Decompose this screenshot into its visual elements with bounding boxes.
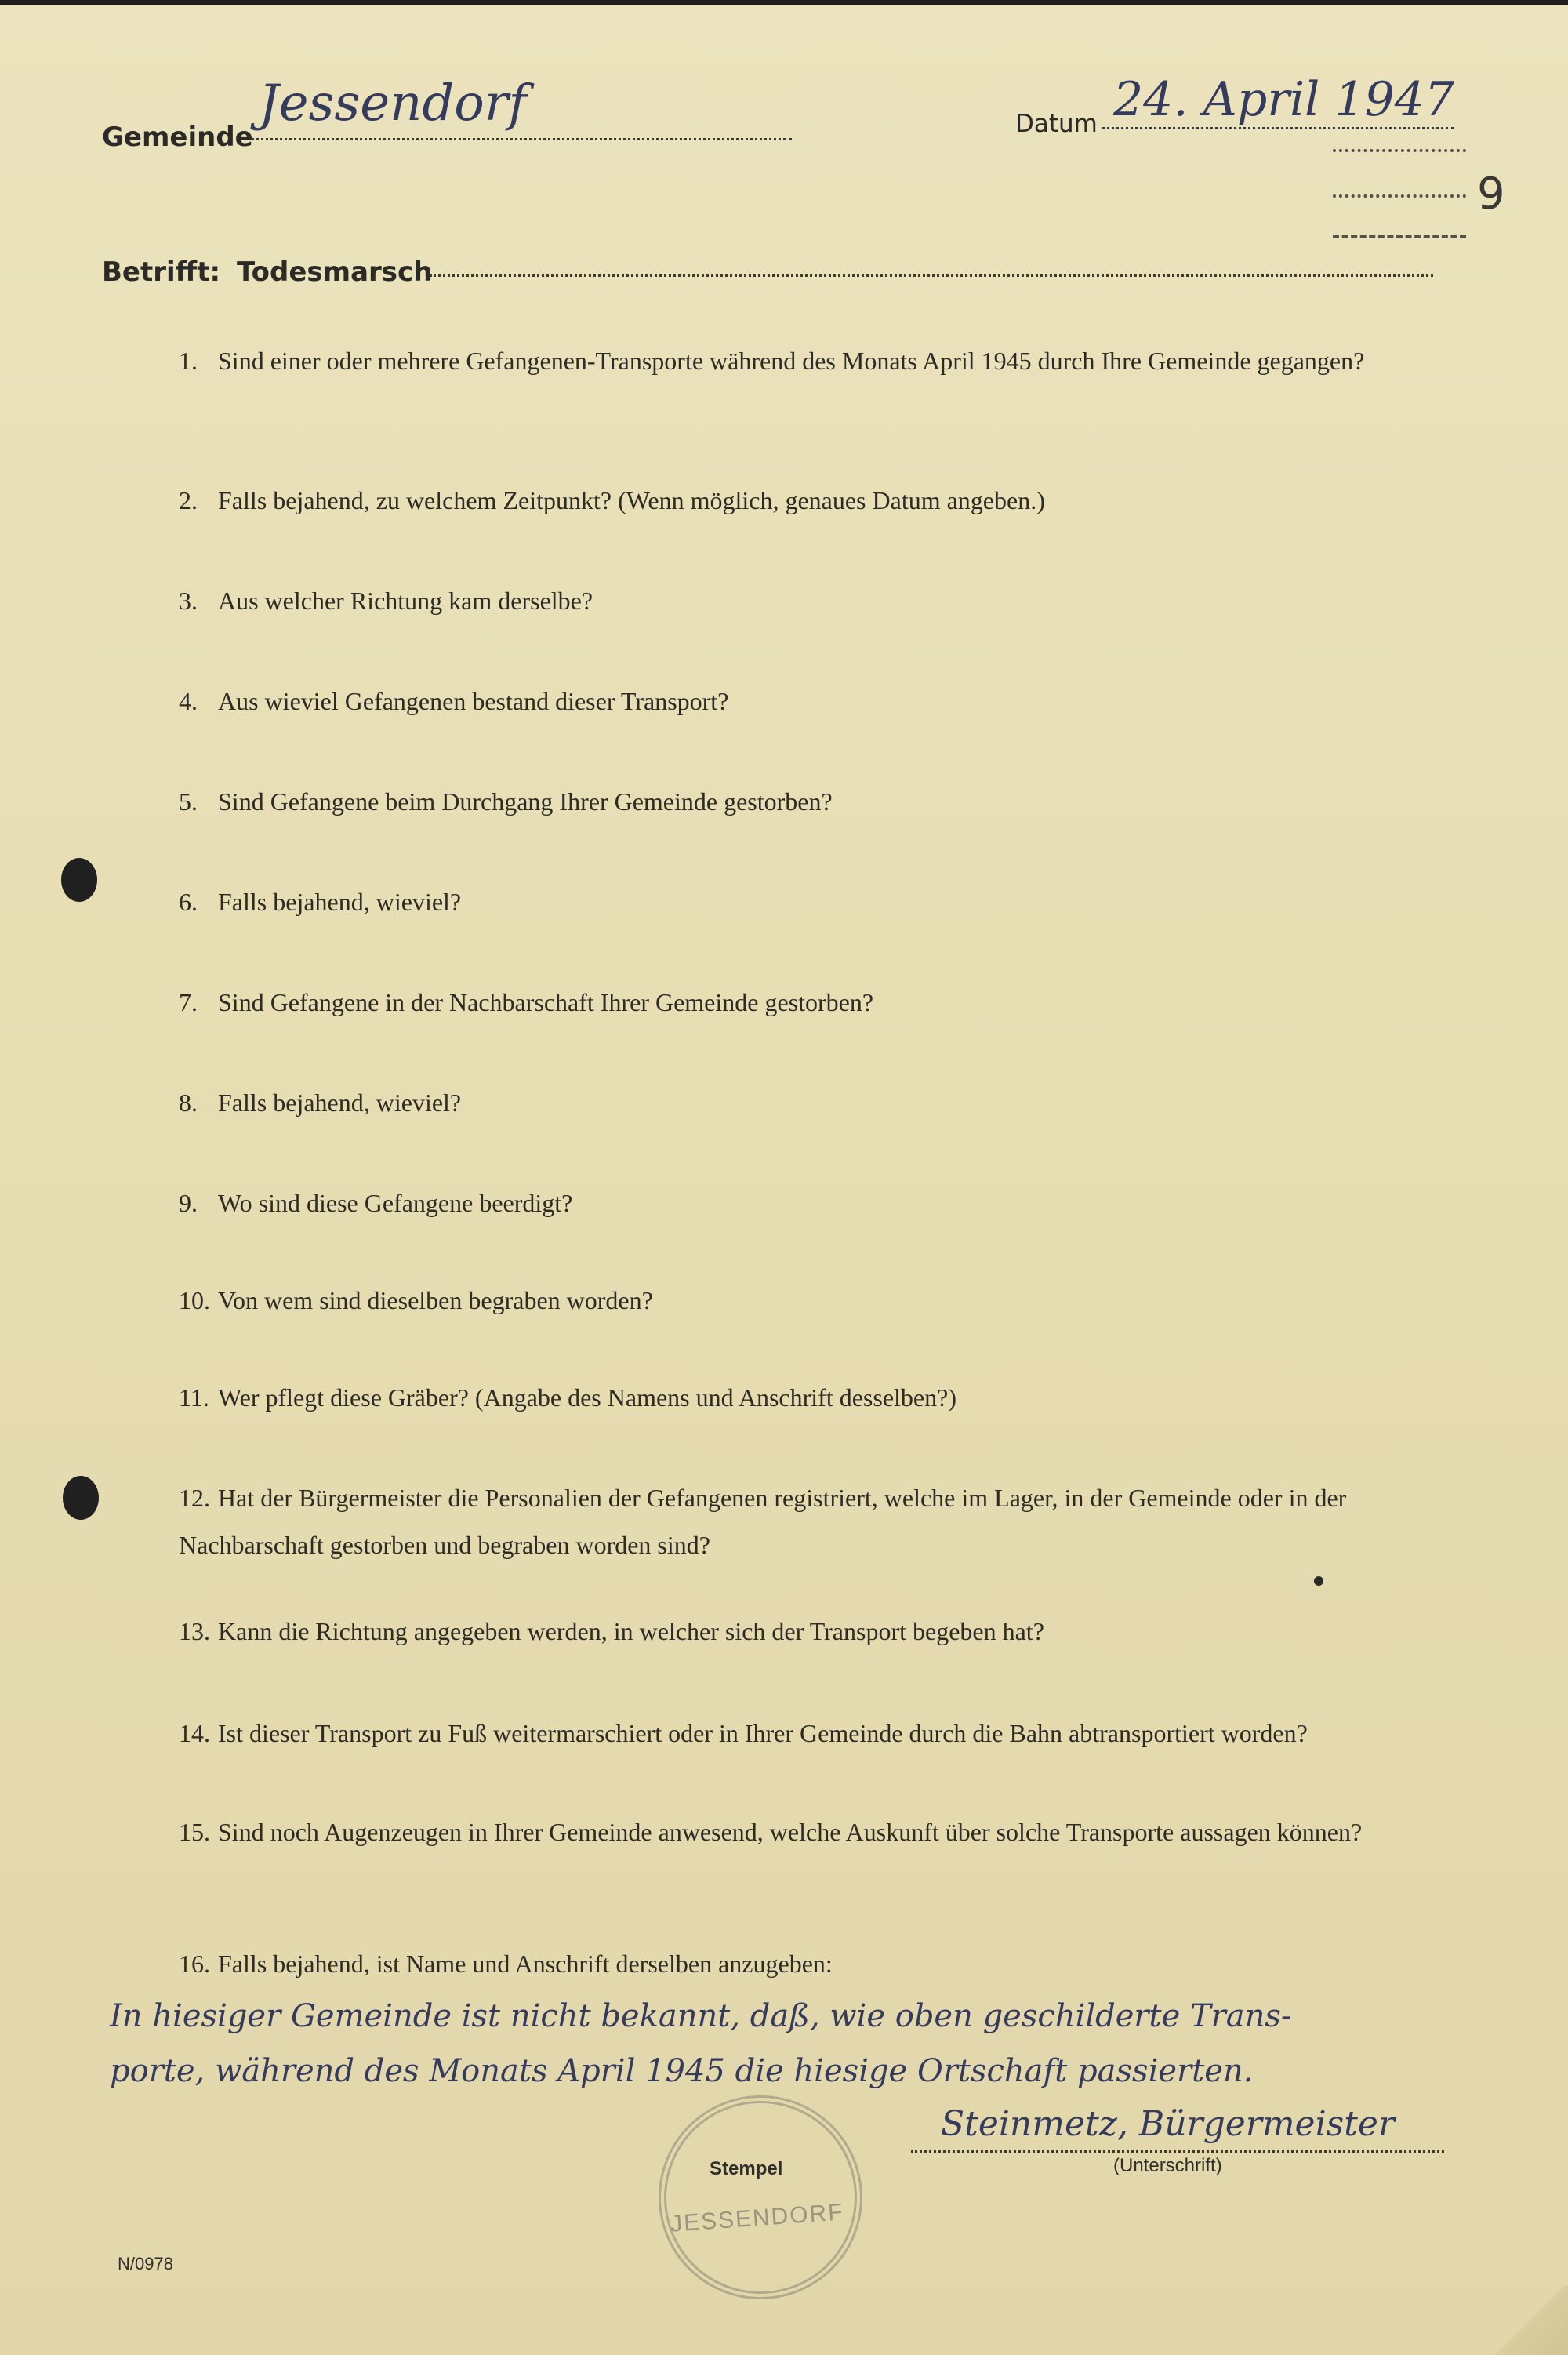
question-text: Von wem sind dieselben begraben worden?: [218, 1286, 653, 1314]
question-3: [179, 577, 1449, 624]
question-number: 11.: [179, 1383, 209, 1412]
question-text: Aus wieviel Gefangenen bestand dieser Transport?: [218, 687, 729, 715]
question-14: [179, 1710, 1449, 1757]
question-12: [179, 1474, 1449, 1568]
handwritten-answer-line-2: porte, während des Monats April 1945 die hiesige Ortschaft passierten.: [110, 2053, 1254, 2089]
question-number: 4.: [179, 687, 198, 715]
gemeinde-label: Gemeinde: [102, 122, 253, 153]
question-text: Aus welcher Richtung kam derselbe?: [218, 587, 593, 615]
stamp-text: JESSENDORF: [670, 2199, 845, 2237]
margin-marks-bottom: [1333, 235, 1466, 238]
question-number: 1.: [179, 347, 198, 375]
question-number: 9.: [179, 1189, 198, 1217]
question-5: [179, 778, 1449, 825]
question-1: [179, 337, 1449, 384]
question-text: Wer pflegt diese Gräber? (Angabe des Namens und Anschrift desselben?): [218, 1383, 956, 1412]
question-number: 5.: [179, 787, 198, 816]
signature-caption: (Unterschrift): [1113, 2155, 1222, 2176]
question-number: 12.: [179, 1484, 210, 1512]
question-15: [179, 1808, 1449, 1855]
question-13: [179, 1608, 1449, 1655]
question-number: 14.: [179, 1719, 210, 1747]
question-number: 16.: [179, 1950, 210, 1978]
question-10: [179, 1277, 1449, 1324]
question-number: 10.: [179, 1286, 210, 1314]
margin-marks-top: [1333, 149, 1466, 152]
punch-hole-lower: [63, 1476, 99, 1520]
question-16: [179, 1940, 1449, 1987]
question-number: 8.: [179, 1088, 198, 1117]
question-7: [179, 979, 1449, 1026]
question-text: Sind Gefangene beim Durchgang Ihrer Gemeinde gestorben?: [218, 787, 833, 816]
question-text: Ist dieser Transport zu Fuß weitermarschiert oder in Ihrer Gemeinde durch die Bahn abtransportiert worden?: [218, 1719, 1308, 1747]
municipal-stamp: [659, 2095, 862, 2299]
question-number: 13.: [179, 1617, 210, 1645]
page-number: 9: [1477, 169, 1505, 220]
question-text: Wo sind diese Gefangene beerdigt?: [218, 1189, 573, 1217]
betrifft-line: [430, 274, 1433, 277]
datum-label: Datum: [1015, 110, 1098, 138]
question-4: [179, 678, 1449, 725]
question-number: 15.: [179, 1818, 210, 1846]
ink-speck: [1314, 1576, 1323, 1586]
question-number: 3.: [179, 587, 198, 615]
gemeinde-line: [251, 138, 792, 140]
datum-value: 24. April 1947: [1113, 72, 1455, 127]
question-6: [179, 878, 1449, 925]
question-text: Falls bejahend, ist Name und Anschrift derselben anzugeben:: [218, 1950, 833, 1978]
margin-marks-mid: [1333, 194, 1466, 198]
question-text: Sind noch Augenzeugen in Ihrer Gemeinde anwesend, welche Auskunft über solche Transporte aussagen können?: [218, 1818, 1363, 1846]
question-text: Sind Gefangene in der Nachbarschaft Ihrer Gemeinde gestorben?: [218, 988, 874, 1016]
question-number: 2.: [179, 486, 198, 514]
betrifft-label: Betrifft:: [102, 256, 221, 288]
corner-fold: [1494, 2286, 1568, 2355]
question-text: Sind einer oder mehrere Gefangenen-Transporte während des Monats April 1945 durch Ihre Gemeinde gegangen?: [218, 347, 1365, 375]
question-9: [179, 1179, 1449, 1227]
datum-line: [1102, 127, 1454, 129]
question-number: 7.: [179, 988, 198, 1016]
signature: Steinmetz, Bürgermeister: [941, 2104, 1395, 2144]
question-text: Falls bejahend, wieviel?: [218, 1088, 462, 1117]
question-text: Kann die Richtung angegeben werden, in welcher sich der Transport begeben hat?: [218, 1617, 1044, 1645]
stamp-label: Stempel: [710, 2158, 783, 2179]
handwritten-answer-line-1: In hiesiger Gemeinde ist nicht bekannt, daß, wie oben geschilderte Trans-: [110, 1998, 1292, 2034]
betrifft-value: Todesmarsch: [237, 256, 433, 288]
gemeinde-value: Jessendorf: [259, 75, 528, 133]
question-number: 6.: [179, 888, 198, 916]
question-8: [179, 1079, 1449, 1126]
signature-line: [911, 2150, 1444, 2153]
form-code: N/0978: [118, 2254, 173, 2273]
question-11: [179, 1374, 1449, 1421]
question-text: Falls bejahend, wieviel?: [218, 888, 462, 916]
question-text: Falls bejahend, zu welchem Zeitpunkt? (Wenn möglich, genaues Datum angeben.): [218, 486, 1045, 514]
question-2: [179, 477, 1449, 524]
punch-hole-upper: [61, 858, 97, 902]
question-text: Hat der Bürgermeister die Personalien der Gefangenen registriert, welche im Lager, in der Gemeinde oder in der Nachbarschaft gestorben und begraben worden sind?: [179, 1484, 1347, 1559]
